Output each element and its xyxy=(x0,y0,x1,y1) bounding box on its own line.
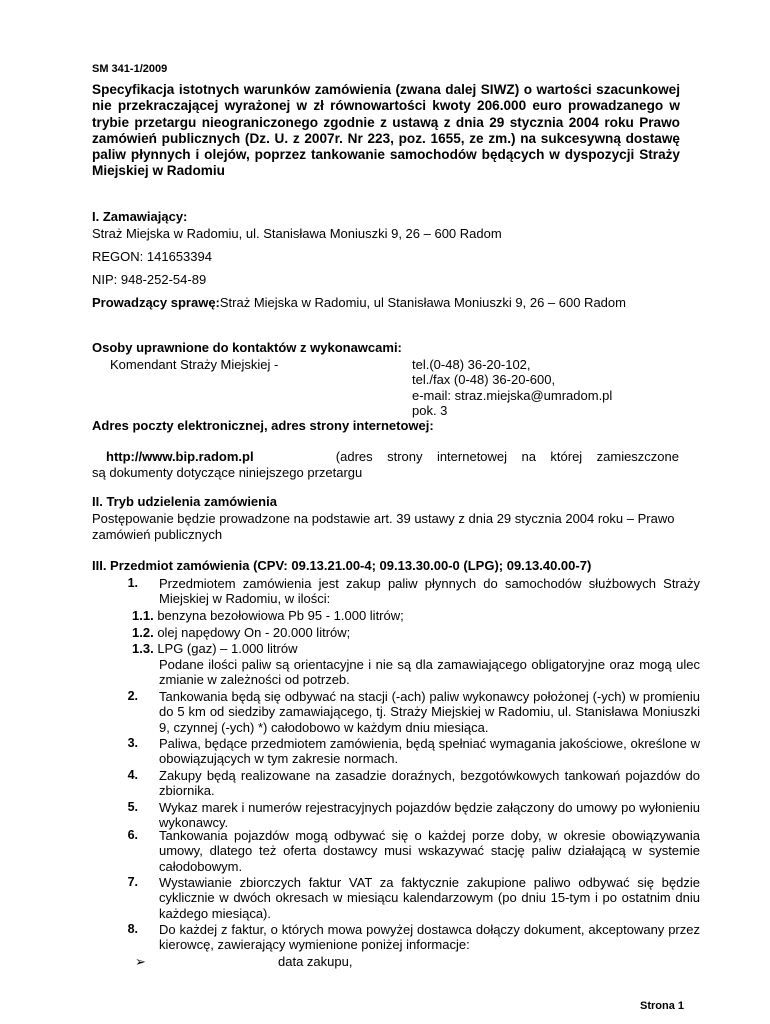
buyer-address: Straż Miejska w Radomiu, ul. Stanisława Moniuszki 9, 26 – 600 Radom xyxy=(92,226,502,241)
document-id: SM 341-1/2009 xyxy=(92,63,168,75)
regon: REGON: 141653394 xyxy=(92,249,212,264)
section-3-heading: III. Przedmiot zamówienia (CPV: 09.13.21.00-4; 09.13.30.00-0 (LPG); 09.13.40.00-7) xyxy=(92,558,592,573)
contacts-heading: Osoby uprawnione do kontaktów z wykonawcami: xyxy=(92,340,402,355)
bullet-text: data zakupu, xyxy=(278,954,353,969)
document-title: Specyfikacja istotnych warunków zamówienia (zwana dalej SIWZ) o wartości szacunkowej nie przekraczającej wyrażonej w zł równowartości kwoty 206.000 euro prowadzanego w trybie przetargu nieograniczonego zgodnie z ustawą z dnia 29 stycznia 2004 roku Prawo zamówień publicznych (Dz. U. z 2007r. Nr 223, poz. 1655, ze zm.) na sukcesywną dostawę paliw płynnych i olejów, poprzez tankowanie samochodów będących w dyspozycji Straży Miejskiej w Radomiu xyxy=(92,82,680,179)
web-heading: Adres poczty elektronicznej, adres strony internetowej: xyxy=(92,418,434,433)
nip: NIP: 948-252-54-89 xyxy=(92,272,207,287)
case-handler-value: Straż Miejska w Radomiu, ul Stanisława Moniuszki 9, 26 – 600 Radom xyxy=(219,295,626,310)
contact-person: Komendant Straży Miejskiej - xyxy=(110,357,279,372)
sub-item-1-1: 1.1. benzyna bezołowiowa Pb 95 - 1.000 litrów; xyxy=(132,608,404,623)
section-1-heading: I. Zamawiający: xyxy=(92,209,188,224)
web-desc-2: są dokumenty dotyczące niniejszego przetargu xyxy=(92,465,363,480)
bip-link[interactable]: http://www.bip.radom.pl xyxy=(106,449,254,464)
arrow-bullet-icon: ➢ xyxy=(135,954,146,969)
contact-room: pok. 3 xyxy=(412,403,448,418)
sub-item-1-3: 1.3. LPG (gaz) – 1.000 litrów xyxy=(132,641,298,656)
contact-fax: tel./fax (0-48) 36-20-600, xyxy=(412,372,556,387)
page-number: Strona 1 xyxy=(639,1000,684,1012)
section-2-text: Postępowanie będzie prowadzone na podstawie art. 39 ustawy z dnia 29 stycznia 2004 roku – Prawo zamówień publicznych xyxy=(92,511,675,542)
sub-item-1-2: 1.2. olej napędowy On - 20.000 litrów; xyxy=(132,625,351,640)
case-handler-label: Prowadzący sprawę: xyxy=(92,295,220,310)
web-desc-1: (adres strony internetowej na której zamieszczone xyxy=(335,449,679,464)
web-line xyxy=(106,449,679,465)
contact-email: e-mail: straz.miejska@umradom.pl xyxy=(412,388,613,403)
case-handler xyxy=(92,295,626,311)
section-2-heading: II. Tryb udzielenia zamówienia xyxy=(92,494,277,509)
contact-tel: tel.(0-48) 36-20-102, xyxy=(412,357,531,372)
